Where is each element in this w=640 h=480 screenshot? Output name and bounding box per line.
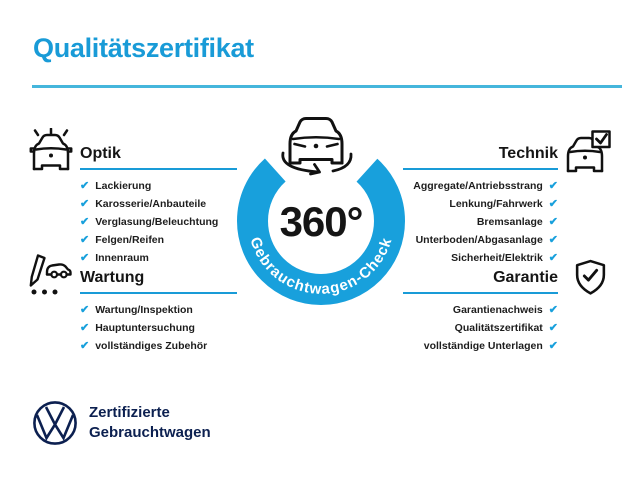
check-icon: ✔: [80, 321, 90, 334]
checklist-item-label: Sicherheit/Elektrik: [451, 252, 543, 264]
checklist-item: [80, 195, 237, 213]
check-icon: ✔: [80, 197, 90, 210]
title-divider: [32, 85, 622, 88]
checklist-item: [403, 213, 558, 231]
check-icon: ✔: [548, 303, 558, 316]
check-icon: ✔: [548, 197, 558, 210]
checklist-item: [403, 249, 558, 267]
checklist-item-label: Unterboden/Abgasanlage: [415, 234, 543, 246]
checklist-item: [403, 301, 558, 319]
footer-brand-label: [89, 403, 211, 443]
section-technik: [403, 144, 558, 267]
section-wartung-heading: Wartung: [80, 269, 145, 286]
checklist-item-label: Innenraum: [95, 252, 149, 264]
checklist-item: [80, 177, 237, 195]
checklist-item-label: vollständiges Zubehör: [95, 340, 208, 352]
checklist-item: [80, 301, 237, 319]
checklist-item-label: Wartung/Inspektion: [95, 304, 193, 316]
section-underline: [80, 168, 237, 170]
checklist-item: [403, 231, 558, 249]
checklist-item-label: Felgen/Reifen: [95, 234, 165, 246]
section-garantie-heading: Garantie: [493, 269, 558, 286]
garantie-checklist: [403, 301, 558, 355]
check-icon: ✔: [548, 179, 558, 192]
section-optik: [80, 144, 237, 267]
check-icon: ✔: [80, 303, 90, 316]
360-check-ring: [230, 113, 415, 313]
check-icon: ✔: [80, 339, 90, 352]
checklist-item-label: Garantienachweis: [452, 304, 543, 316]
checklist-item: [403, 319, 558, 337]
checklist-item: [80, 213, 237, 231]
vw-logo: [32, 400, 78, 446]
page-title: Qualitätszertifikat: [33, 33, 254, 63]
checklist-item: [80, 231, 237, 249]
car-rotation-icon: [283, 119, 351, 175]
section-technik-heading: Technik: [498, 145, 558, 162]
check-icon: ✔: [548, 233, 558, 246]
section-underline: [403, 292, 558, 294]
check-icon: ✔: [548, 251, 558, 264]
checklist-item-label: Lackierung: [95, 180, 152, 192]
optik-checklist: [80, 177, 237, 267]
checklist-item: [403, 177, 558, 195]
technik-checklist: [403, 177, 558, 267]
check-icon: ✔: [80, 233, 90, 246]
checklist-item-label: Karosserie/Anbauteile: [95, 198, 207, 210]
check-icon: ✔: [548, 215, 558, 228]
checklist-item-label: Lenkung/Fahrwerk: [449, 198, 543, 210]
section-underline: [403, 168, 558, 170]
shield-check-icon: [574, 259, 607, 296]
checklist-item: [80, 319, 237, 337]
360-value: 360°: [279, 198, 363, 245]
section-optik-heading: Optik: [80, 145, 121, 162]
checklist-item-label: Aggregate/Antriebsstrang: [413, 180, 543, 192]
section-wartung: [80, 268, 237, 355]
check-icon: ✔: [548, 339, 558, 352]
section-underline: [80, 292, 237, 294]
check-icon: ✔: [80, 179, 90, 192]
car-shine-icon: [29, 128, 73, 172]
checklist-item: [403, 195, 558, 213]
car-checkbox-icon: [565, 130, 611, 174]
footer-line1: Zertifizierte: [89, 404, 170, 421]
checklist-item-label: Qualitätszertifikat: [454, 322, 543, 334]
checklist-item-label: Hauptuntersuchung: [95, 322, 195, 334]
checklist-item: [80, 337, 237, 355]
check-icon: ✔: [80, 251, 90, 264]
footer-line2: Gebrauchtwagen: [89, 424, 211, 441]
checklist-item-label: vollständige Unterlagen: [423, 340, 543, 352]
checklist-item-label: Verglasung/Beleuchtung: [95, 216, 219, 228]
wartung-checklist: [80, 301, 237, 355]
section-garantie: [403, 268, 558, 355]
service-checklist-icon: [26, 253, 72, 297]
checklist-item-label: Bremsanlage: [476, 216, 543, 228]
checklist-item: [403, 337, 558, 355]
check-icon: ✔: [548, 321, 558, 334]
check-icon: ✔: [80, 215, 90, 228]
checklist-item: [80, 249, 237, 267]
ring-label-text: Gebrauchtwagen-Check: [246, 234, 396, 299]
